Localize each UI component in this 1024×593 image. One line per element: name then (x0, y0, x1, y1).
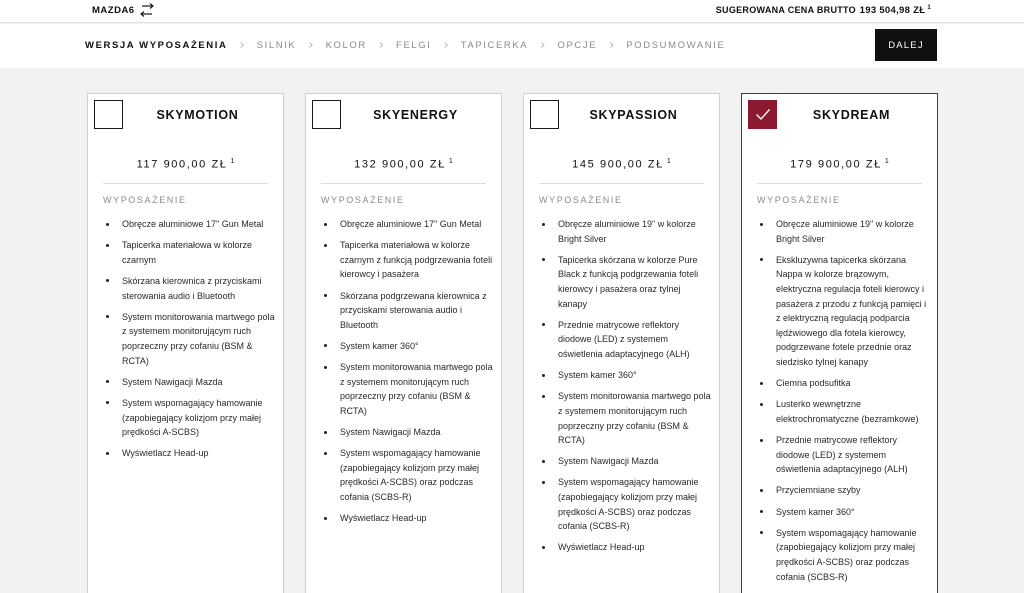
trim-card-skydream[interactable] (741, 93, 938, 593)
chevron-right-icon: › (540, 37, 546, 53)
price-footnote: 1 (927, 5, 931, 11)
feature-list (759, 217, 929, 591)
steps-list (85, 37, 726, 53)
trim-name: SKYDREAM (812, 108, 891, 122)
step-4[interactable]: TAPICERKA (460, 40, 529, 51)
divider (321, 183, 486, 184)
feature-item: Wyświetlacz Head-up (105, 446, 275, 461)
trim-name: SKYPASSION (589, 108, 678, 122)
top-bar (0, 0, 1024, 23)
equipment-title: WYPOSAŻENIE (103, 195, 187, 205)
feature-item: System kamer 360° (541, 368, 711, 383)
price-footnote: 1 (666, 158, 671, 165)
feature-item: Przednie matrycowe reflektory diodowe (LED) z systemem oświetlenia adaptacyjnego (ALH) (541, 318, 711, 362)
divider (103, 183, 268, 184)
feature-item: Tapicerka materiałowa w kolorze czarnym (105, 238, 275, 267)
feature-item: Ciemna podsufitka (759, 376, 929, 391)
divider (757, 183, 922, 184)
feature-item: System monitorowania martwego pola z systemem monitorującym ruch poprzeczny przy cofaniu (BSM & RCTA) (541, 389, 711, 447)
chevron-right-icon: › (239, 37, 245, 53)
feature-item: Lusterko wewnętrzne elektrochromatyczne (bezramkowe) (759, 397, 929, 426)
step-0[interactable]: WERSJA WYPOSAŻENIA (85, 40, 228, 51)
chevron-right-icon: › (378, 37, 385, 53)
feature-item: Przednie matrycowe reflektory diodowe (LED) z systemem oświetlenia adaptacyjnego (ALH) (759, 433, 929, 477)
feature-item: Obręcze aluminiowe 19" w kolorze Bright Silver (541, 217, 711, 246)
equipment-title: WYPOSAŻENIE (539, 195, 623, 205)
price-footnote: 1 (448, 158, 453, 165)
model-name: MAZDA6 (92, 5, 135, 16)
feature-item: System monitorowania martwego pola z systemem monitorującym ruch poprzeczny przy cofaniu (BSM & RCTA) (105, 310, 275, 368)
step-6[interactable]: PODSUMOWANIE (626, 40, 726, 51)
suggested-price-label: SUGEROWANA CENA BRUTTO (715, 5, 856, 15)
feature-item: Obręcze aluminiowe 17" Gun Metal (105, 217, 275, 232)
feature-item: System wspomagający hamowanie (zapobiegający kolizjom przy małej prędkości A-SCBS) oraz podczas cofania (SCBS-R) (541, 475, 711, 533)
feature-list (323, 217, 493, 532)
trim-card-skymotion[interactable] (87, 93, 284, 593)
feature-item: System Nawigacji Mazda (323, 425, 493, 440)
trim-price: 117 900,00 ZŁ $^1$ (136, 158, 235, 171)
feature-item: Skórzana podgrzewana kierownica z przyciskami sterowania audio i Bluetooth (323, 289, 493, 333)
feature-item: Wyświetlacz Head-up (541, 540, 711, 555)
divider (539, 183, 704, 184)
feature-list (105, 217, 275, 467)
feature-item: Przyciemniane szyby (759, 483, 929, 498)
step-1[interactable]: SILNIK (256, 40, 297, 51)
feature-item: Ekskluzywna tapicerka skórzana Nappa w kolorze brązowym, elektryczna regulacja foteli kierowcy i pasażera z przodu z funkcją pamięci i z elektryczną regulacją podparcia lędźwiowego dla fotela kierowcy, podgrzewane fotele przednie oraz siedzisko tylnej kanapy (759, 253, 929, 370)
feature-item: System wspomagający hamowanie (zapobiegający kolizjom przy małej prędkości A-SCBS) oraz podczas cofania (SCBS-R) (323, 446, 493, 504)
feature-item: Tapicerka skórzana w kolorze Pure Black z funkcją podgrzewania foteli kierowcy i pasażera oraz tylnej kanapy (541, 253, 711, 311)
chevron-right-icon: › (308, 37, 314, 53)
feature-item: System Nawigacji Mazda (105, 375, 275, 390)
trim-price: 145 900,00 ZŁ $^1$ (572, 158, 671, 171)
step-2[interactable]: KOLOR (325, 40, 367, 51)
chevron-right-icon: › (609, 37, 615, 53)
feature-item: Obręcze aluminiowe 17" Gun Metal (323, 217, 493, 232)
feature-item: System kamer 360° (323, 339, 493, 354)
feature-item: System wspomagający hamowanie (zapobiegający kolizjom przy małej prędkości A-SCBS) oraz podczas cofania (SCBS-R) (759, 526, 929, 584)
suggested-price-value: 193 504,98 ZŁ $^1$ (859, 5, 931, 17)
trim-price: 179 900,00 ZŁ $^1$ (790, 158, 889, 171)
equipment-title: WYPOSAŻENIE (757, 195, 841, 205)
feature-item: Skórzana kierownica z przyciskami sterowania audio i Bluetooth (105, 274, 275, 303)
price-footnote: 1 (230, 158, 235, 165)
trim-name: SKYMOTION (156, 108, 239, 122)
feature-item: System kamer 360° (759, 505, 929, 520)
feature-item: Obręcze aluminiowe 19" w kolorze Bright Silver (759, 217, 929, 246)
configurator-steps (0, 24, 1024, 68)
feature-item: System wspomagający hamowanie (zapobiegający kolizjom przy małej prędkości A-SCBS) (105, 396, 275, 440)
step-3[interactable]: FELGI (396, 40, 432, 51)
feature-item: System Nawigacji Mazda (541, 454, 711, 469)
step-5[interactable]: OPCJE (557, 40, 598, 51)
feature-item: System monitorowania martwego pola z systemem monitorującym ruch poprzeczny przy cofaniu (BSM & RCTA) (323, 360, 493, 418)
trim-card-skypassion[interactable] (523, 93, 720, 593)
swap-arrows-icon[interactable] (138, 3, 156, 17)
trim-card-skyenergy[interactable] (305, 93, 502, 593)
feature-list (541, 217, 711, 562)
equipment-title: WYPOSAŻENIE (321, 195, 405, 205)
next-button[interactable]: DALEJ (875, 29, 937, 61)
feature-item: Tapicerka materiałowa w kolorze czarnym z funkcją podgrzewania foteli kierowcy i pasażera (323, 238, 493, 282)
chevron-right-icon: › (443, 37, 449, 53)
price-footnote: 1 (884, 158, 889, 165)
trim-price: 132 900,00 ZŁ $^1$ (354, 158, 453, 171)
trim-name: SKYENERGY (373, 108, 458, 122)
feature-item: Wyświetlacz Head-up (323, 511, 493, 526)
